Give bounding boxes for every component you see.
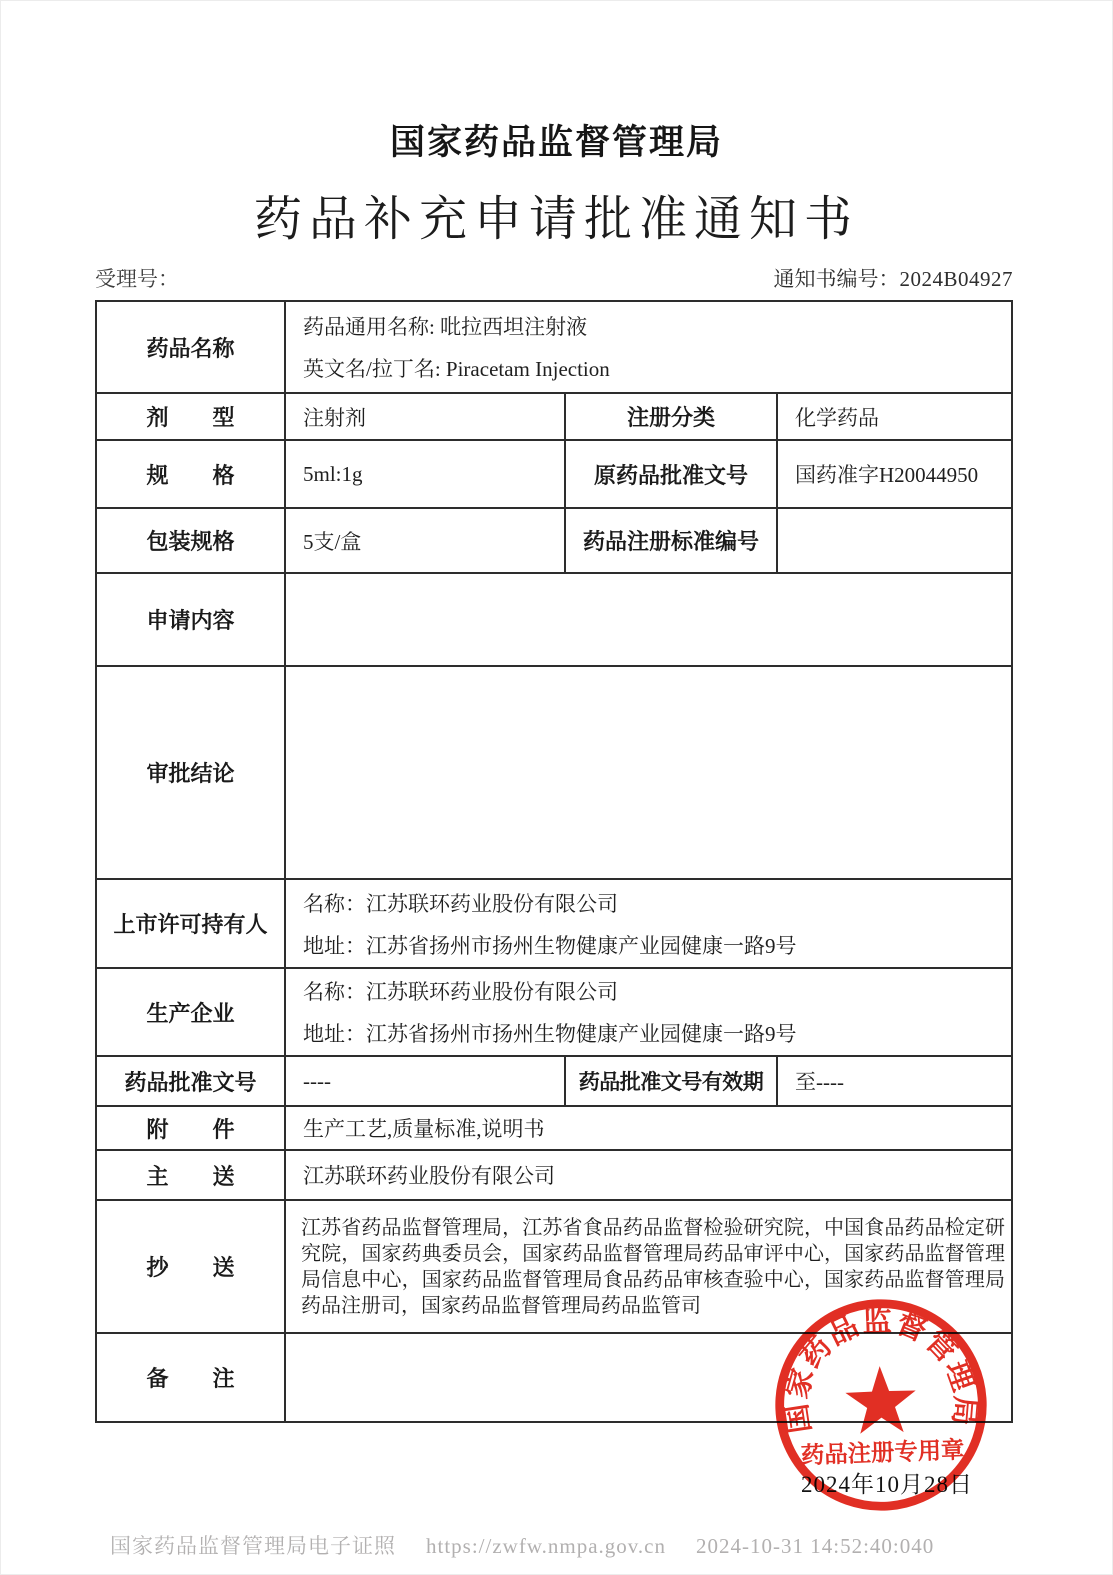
attachments-label: 附 件 xyxy=(146,1116,235,1142)
manufacturer-label: 生产企业 xyxy=(146,1000,235,1026)
cc-value: 江苏省药品监督管理局，江苏省食品药品监督检验研究院，中国食品药品检定研究院，国家药典委员会，国家药品监督管理局药品审评中心，国家药品监督管理局信息中心，国家药品监督管理局食品药品审核查验中心，国家药品监督管理局药品注册司，国家药品监督管理局药品监管司 xyxy=(301,1216,1005,1317)
approval-no-label: 药品批准文号 xyxy=(124,1069,257,1095)
original-approval-no-value: 国药准字H20044950 xyxy=(776,441,1011,507)
row-application-content xyxy=(97,572,1011,665)
notice-number-value: 2024B04927 xyxy=(899,267,1013,291)
drug-name-value xyxy=(284,302,1011,392)
original-approval-no-label: 原药品批准文号 xyxy=(564,441,776,507)
main-recipient-label: 主 送 xyxy=(146,1163,235,1189)
row-license-holder xyxy=(97,878,1011,967)
footer xyxy=(110,1530,934,1560)
approval-no-value: ---- xyxy=(284,1057,564,1105)
registration-standard-no-label: 药品注册标准编号 xyxy=(564,509,776,572)
license-holder-name-line: 名称：江苏联环药业股份有限公司 xyxy=(303,891,618,916)
specification-value: 5ml:1g xyxy=(284,441,564,507)
reference-line xyxy=(95,263,1013,293)
stamp-star-icon xyxy=(845,1365,918,1434)
footer-timestamp: 2024-10-31 14:52:40:040 xyxy=(696,1534,935,1558)
stamp-bottom-text: 药品注册专用章 xyxy=(800,1437,965,1470)
license-holder-address-line: 地址：江苏省扬州市扬州生物健康产业园健康一路9号 xyxy=(303,933,797,958)
notice-number xyxy=(773,263,1013,293)
agency-title: 国家药品监督管理局 xyxy=(389,123,723,162)
registration-standard-no-value xyxy=(776,509,1011,572)
license-holder-label: 上市许可持有人 xyxy=(113,912,268,937)
approval-no-validity-value: 至---- xyxy=(776,1057,1011,1105)
footer-url: https://zwfw.nmpa.gov.cn xyxy=(426,1534,666,1558)
approval-conclusion-label: 审批结论 xyxy=(146,761,235,786)
remarks-label: 备 注 xyxy=(146,1366,235,1391)
english-name-line: 英文名/拉丁名: Piracetam Injection xyxy=(303,357,610,381)
row-attachments xyxy=(97,1105,1011,1149)
row-specification xyxy=(97,439,1011,507)
drug-name-label: 药品名称 xyxy=(146,335,235,361)
row-dosage-form xyxy=(97,392,1011,439)
acceptance-number-label: 受理号： xyxy=(95,267,179,291)
generic-name-line: 药品通用名称: 吡拉西坦注射液 xyxy=(303,315,588,339)
dosage-form-label: 剂 型 xyxy=(146,405,235,430)
row-approval-no xyxy=(97,1055,1011,1105)
approval-conclusion-value xyxy=(284,667,1011,878)
row-main-recipient xyxy=(97,1149,1011,1199)
footer-source: 国家药品监督管理局电子证照 xyxy=(110,1534,396,1558)
dosage-form-value: 注射剂 xyxy=(284,394,564,439)
application-content-label: 申请内容 xyxy=(146,608,235,633)
stamp-ring-text: 国家药品监督管理局 xyxy=(780,1305,981,1436)
document-title: 药品补充申请批准通知书 xyxy=(253,193,859,246)
issue-date: 2024年10月28日 xyxy=(801,1472,973,1497)
registration-class-label: 注册分类 xyxy=(564,394,776,439)
row-package-spec xyxy=(97,507,1011,572)
row-manufacturer xyxy=(97,967,1011,1055)
registration-class-value: 化学药品 xyxy=(776,394,1011,439)
cc-label: 抄 送 xyxy=(146,1255,235,1280)
manufacturer-value xyxy=(284,969,1011,1055)
official-stamp xyxy=(765,1289,997,1521)
attachments-value: 生产工艺,质量标准,说明书 xyxy=(284,1107,1011,1149)
row-drug-name xyxy=(97,302,1011,392)
manufacturer-name-line: 名称：江苏联环药业股份有限公司 xyxy=(303,980,618,1004)
specification-label: 规 格 xyxy=(146,462,235,488)
package-spec-value: 5支/盒 xyxy=(284,509,564,572)
row-approval-conclusion xyxy=(97,665,1011,878)
application-content-value xyxy=(284,574,1011,665)
approval-no-validity-label: 药品批准文号有效期 xyxy=(564,1057,776,1105)
main-recipient-value: 江苏联环药业股份有限公司 xyxy=(284,1151,1011,1199)
license-holder-value xyxy=(284,880,1011,967)
drug-info-table xyxy=(95,300,1013,1423)
package-spec-label: 包装规格 xyxy=(146,529,235,554)
manufacturer-address-line: 地址：江苏省扬州市扬州生物健康产业园健康一路9号 xyxy=(303,1022,797,1046)
notice-number-label: 通知书编号： xyxy=(773,267,900,291)
